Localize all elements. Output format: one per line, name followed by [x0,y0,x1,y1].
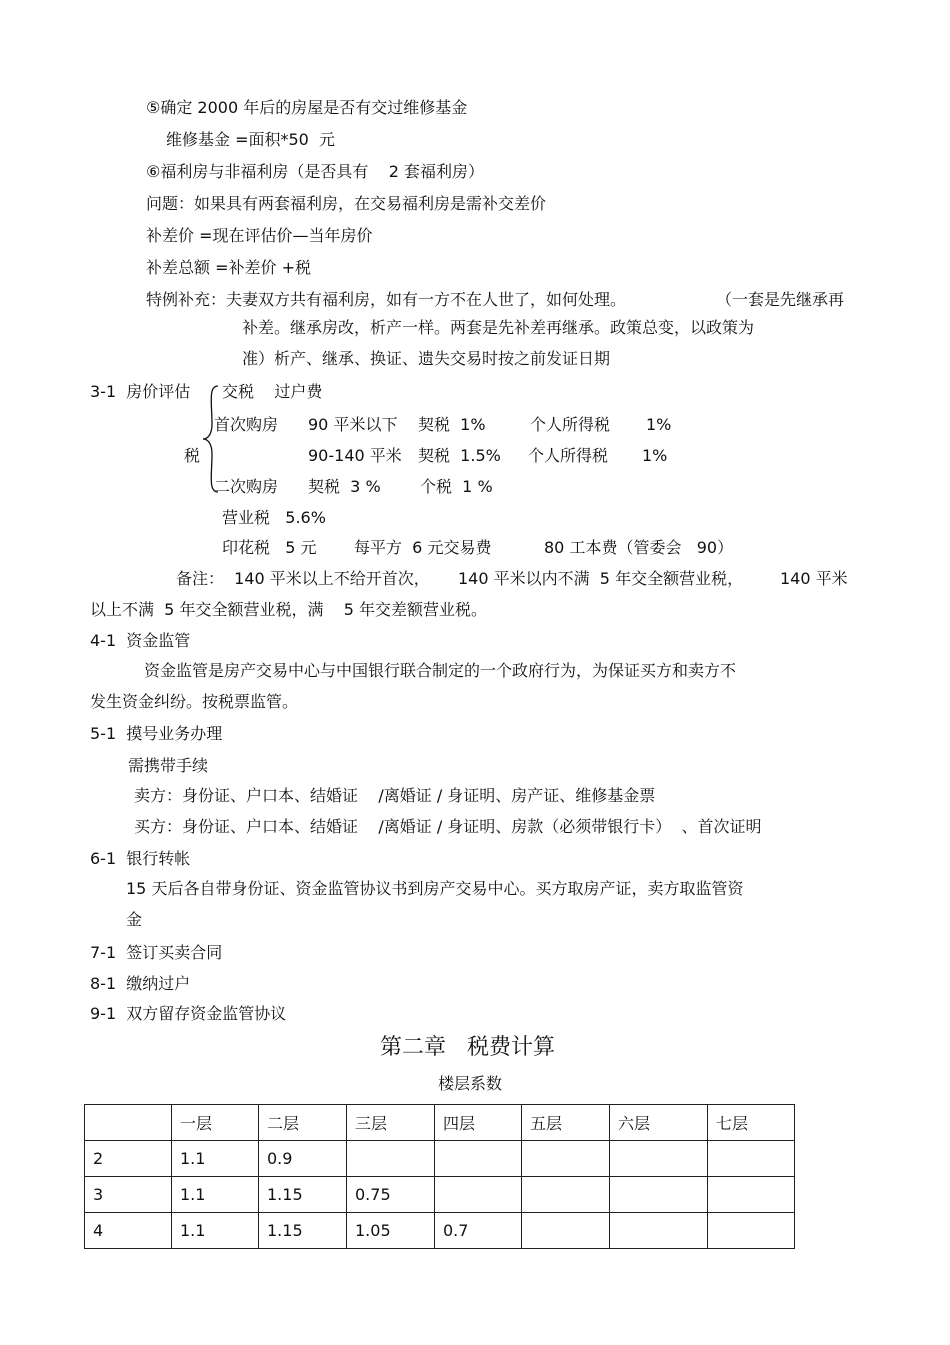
second-purchase-personal-tax: 个税 1 % [420,477,493,496]
table-cell [522,1141,610,1177]
transaction-fee: 每平方 6 元交易费 [354,538,492,557]
table-cell [610,1213,708,1249]
table-cell: 4 [85,1213,172,1249]
table-cell [610,1141,708,1177]
table-header-cell: 二层 [259,1105,347,1141]
table-cell: 1.05 [347,1213,435,1249]
table-cell: 1.1 [172,1177,259,1213]
note-line-2: 以上不满 5 年交全额营业税，满 5 年交差额营业税。 [90,600,488,619]
table-cell [708,1177,795,1213]
table-caption: 楼层系数 [438,1074,503,1093]
stamp-tax: 印花税 5 元 [222,538,317,557]
note-line-1c: 140 平米 [780,569,848,588]
section-9-1-heading: 9-1 双方留存资金监管协议 [90,1004,287,1023]
tax-label: 税 [184,446,201,465]
section-7-1-heading: 7-1 签订买卖合同 [90,943,223,962]
section-4-1-para-2: 发生资金纠纷。按税票监管。 [90,692,299,711]
tax-fee-heading: 交税 过户费 [222,382,323,401]
first-purchase-label: 首次购房 [214,415,279,434]
section-5-1-subheading: 需携带手续 [128,756,209,775]
table-header-cell: 三层 [347,1105,435,1141]
mid-area-label: 90-140 平米 [308,446,402,465]
line-total-difference: 补差总额 =补差价 +税 [146,258,311,277]
table-cell: 3 [85,1177,172,1213]
line-price-difference: 补差价 =现在评估价—当年房价 [146,226,373,245]
table-cell [708,1141,795,1177]
business-tax-line: 营业税 5.6% [222,508,326,527]
line-maintenance-fund-check: ⑤确定 2000 年后的房屋是否有交过维修基金 [146,98,468,117]
table-header-cell: 五层 [522,1105,610,1141]
first-purchase-income-tax-label: 个人所得税 [530,415,611,434]
table-cell: 0.75 [347,1177,435,1213]
note-line-1a: 备注： 140 平米以上不给开首次， [176,569,430,588]
section-6-1-para-1: 15 天后各自带身份证、资金监管协议书到房产交易中心。买方取房产证，卖方取监管资 [126,879,744,898]
section-8-1-heading: 8-1 缴纳过户 [90,974,191,993]
table-cell [435,1177,522,1213]
table-cell [435,1141,522,1177]
table-row [85,1213,795,1249]
section-4-1-heading: 4-1 资金监管 [90,631,191,650]
mid-area-income-tax-label: 个人所得税 [528,446,609,465]
table-cell [347,1141,435,1177]
section-3-1-heading: 3-1 房价评估 [90,382,191,401]
table-cell [610,1177,708,1213]
first-purchase-income-tax-rate: 1% [646,415,672,434]
line-special-case-cont1: 补差。继承房改，析产一样。两套是先补差再继承。政策总变，以政策为 [242,318,755,337]
section-6-1-para-2: 金 [126,910,143,929]
table-cell: 2 [85,1141,172,1177]
table-cell [522,1177,610,1213]
mid-area-income-tax-rate: 1% [642,446,668,465]
chapter-title: 第二章 税费计算 [380,1035,555,1060]
certificate-fee: 80 工本费（管委会 90） [544,538,734,557]
note-line-1b: 140 平米以内不满 5 年交全额营业税， [458,569,744,588]
line-maintenance-fund-formula: 维修基金 =面积*50 元 [166,130,336,149]
buyer-documents: 买方：身份证、户口本、结婚证 /离婚证 / 身证明、房款（必须带银行卡） 、首次证明 [134,817,762,836]
line-welfare-housing: ⑥福利房与非福利房（是否具有 2 套福利房） [146,162,484,181]
table-cell: 0.7 [435,1213,522,1249]
table-cell [708,1213,795,1249]
table-header-row [85,1105,795,1141]
line-question: 问题：如果具有两套福利房，在交易福利房是需补交差价 [146,194,547,213]
table-row [85,1177,795,1213]
section-6-1-heading: 6-1 银行转帐 [90,849,191,868]
table-cell: 1.15 [259,1213,347,1249]
table-header-cell: 四层 [435,1105,522,1141]
table-header-cell [85,1105,172,1141]
table-header-cell: 一层 [172,1105,259,1141]
table-cell: 1.1 [172,1141,259,1177]
mid-area-deed-tax: 契税 1.5% [418,446,501,465]
section-5-1-heading: 5-1 摸号业务办理 [90,724,223,743]
table-header-cell: 六层 [610,1105,708,1141]
table-cell: 1.15 [259,1177,347,1213]
table-cell: 0.9 [259,1141,347,1177]
table-cell: 1.1 [172,1213,259,1249]
floor-coefficient-table [84,1104,795,1249]
line-special-case: 特例补充：夫妻双方共有福利房，如有一方不在人世了，如何处理。 [146,290,627,309]
line-special-case-cont2: 准）析产、继承、换证、遗失交易时按之前发证日期 [242,349,611,368]
second-purchase-label: 二次购房 [214,477,279,496]
first-purchase-area: 90 平米以下 [308,415,398,434]
first-purchase-deed-tax: 契税 1% [418,415,486,434]
seller-documents: 卖方：身份证、户口本、结婚证 /离婚证 / 身证明、房产证、维修基金票 [134,786,656,805]
second-purchase-deed-tax: 契税 3 % [308,477,381,496]
section-4-1-para-1: 资金监管是房产交易中心与中国银行联合制定的一个政府行为，为保证买方和卖方不 [144,661,737,680]
line-special-case-right: （一套是先继承再 [716,290,845,309]
table-header-cell: 七层 [708,1105,795,1141]
table-cell [522,1213,610,1249]
table-row [85,1141,795,1177]
